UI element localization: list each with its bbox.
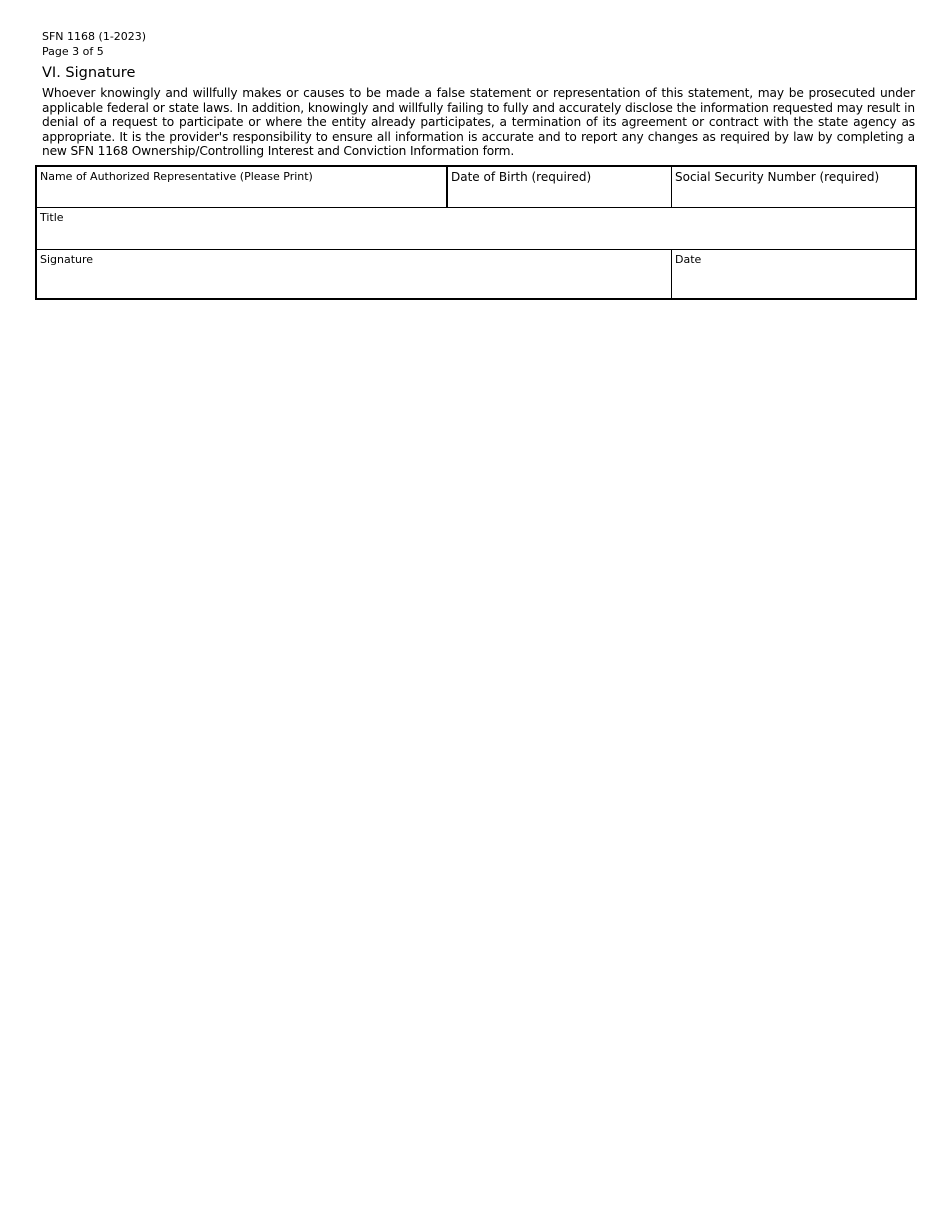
signature-statement: Whoever knowingly and willfully makes or causes to be made a false statement or representation of this statement, may be prosecuted under applicable federal or state laws. In addition, knowingly and willfully failing to fully and accurately disclose the information requested may result in denial of a request to participate or where the entity already participates, a termination of its agreement or contract with the state agency as appropriate. It is the provider's responsibility to ensure all information is accurate and to report any changes as required by law by completing a new SFN 1168 Ownership/Controlling Interest and Conviction Information form. bbox=[42, 86, 915, 158]
social-security-number-label: Social Security Number (required) bbox=[675, 170, 880, 184]
signature-form-table bbox=[35, 165, 917, 300]
title-label: Title bbox=[40, 211, 64, 224]
page-number: Page 3 of 5 bbox=[42, 45, 104, 58]
authorized-representative-name-field[interactable] bbox=[37, 167, 448, 208]
date-of-birth-field[interactable] bbox=[448, 167, 672, 208]
date-field[interactable] bbox=[672, 250, 915, 298]
signature-label: Signature bbox=[40, 253, 94, 266]
title-field[interactable] bbox=[37, 208, 915, 250]
date-of-birth-label: Date of Birth (required) bbox=[451, 170, 592, 184]
signature-field[interactable] bbox=[37, 250, 672, 298]
date-label: Date bbox=[675, 253, 702, 266]
authorized-representative-name-label: Name of Authorized Representative (Please Print) bbox=[40, 170, 313, 183]
form-number: SFN 1168 (1-2023) bbox=[42, 30, 147, 43]
section-title: VI. Signature bbox=[42, 65, 136, 81]
social-security-number-field[interactable] bbox=[672, 167, 915, 208]
